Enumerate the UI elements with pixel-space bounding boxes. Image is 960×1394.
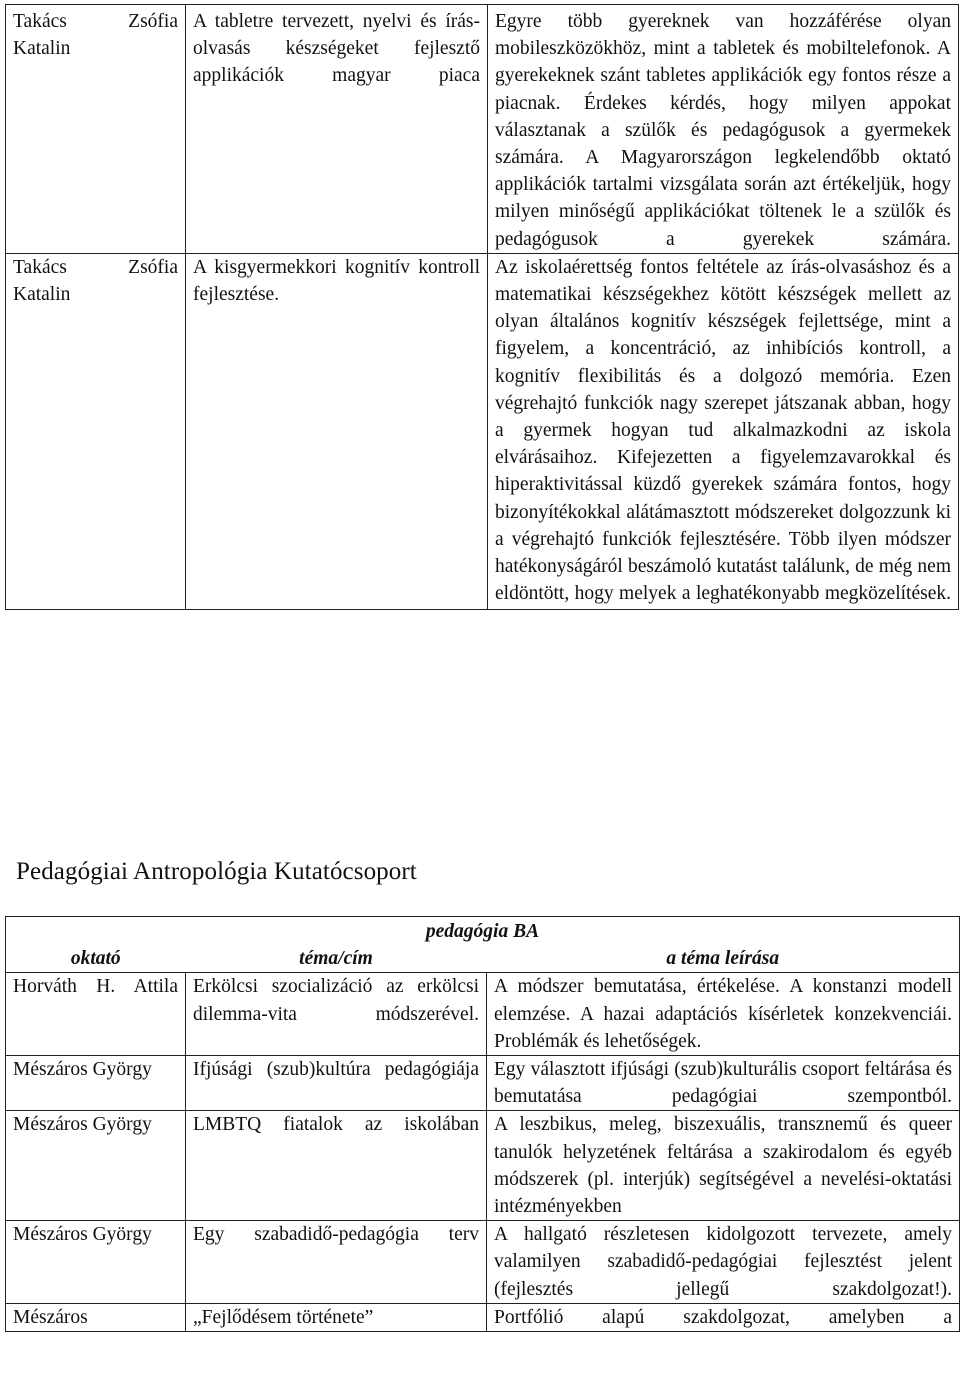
author-cell: Takács Zsófia Katalin xyxy=(6,253,186,610)
topic-cell: Ifjúsági (szub)kultúra pedagógiája xyxy=(186,1056,487,1111)
table-row xyxy=(6,1111,960,1221)
header-row xyxy=(6,945,960,973)
topics-table-bottom xyxy=(5,916,960,1332)
description-cell: Portfólió alapú szakdolgozat, amelyben a xyxy=(487,1303,960,1331)
table-row xyxy=(6,1303,960,1331)
header-description: a téma leírása xyxy=(487,945,960,973)
author-cell: Takács Zsófia Katalin xyxy=(6,5,186,254)
description-cell: A leszbikus, meleg, biszexuális, transznemű és queer tanulók helyzetének feltárása a szakirodalom és egyéb módszerek (pl. interjúk) segítségével a nevelési-oktatási intézményekben xyxy=(487,1111,960,1221)
author-cell: Mészáros György xyxy=(6,1221,186,1304)
program-row xyxy=(6,917,960,946)
topic-cell: A kisgyermekkori kognitív kontroll fejlesztése. xyxy=(186,253,488,610)
topic-cell: LMBTQ fiatalok az iskolában xyxy=(186,1111,487,1221)
section-title: Pedagógiai Antropológia Kutatócsoport xyxy=(16,858,417,885)
description-cell: Egyre több gyereknek van hozzáférése olyan mobileszközökhöz, mint a tabletek és mobiltelefonok. A gyerekeknek szánt tabletes applikációk egy fontos része a piacnak. Érdekes kérdés, hogy milyen appokat választanak a szülők és pedagógusok a gyermekek számára. A Magyarországon legkelendőbb oktató applikációk tartalmi vizsgálata során azt értékeljük, hogy milyen minőségű applikációkat töltenek le a szülők és pedagógusok a gyerekek számára. xyxy=(488,5,959,254)
description-cell: Az iskolaérettség fontos feltétele az írás-olvasáshoz és a matematikai készségekhez kötött készségek mellett az olyan általános kognitív készségek fejlettsége, mint a figyelem, a koncentráció, az inhibíciós kontroll, a kognitív flexibilitás és a dolgozó memória. Ezen végrehajtó funkciók nagy szerepet játszanak abban, hogy a gyermek hogyan tud alkalmazkodni az iskola elvárásaihoz. Kifejezetten a figyelemzavarokkal és hiperaktivitással küzdő gyerekek számára fontos, hogy bizonyítékokkal alátámasztott módszereket dolgozzunk ki a végrehajtó funkciók fejlesztésére. Több ilyen módszer hatékonyságáról beszámoló kutatást találunk, de még nem eldöntött, hogy melyek a leghatékonyabb megközelítések. xyxy=(488,253,959,610)
author-cell: Mészáros György xyxy=(6,1056,186,1111)
description-cell: Egy választott ifjúsági (szub)kulturális csoport feltárása és bemutatása pedagógiai szempontból. xyxy=(487,1056,960,1111)
topic-cell: Erkölcsi szocializáció az erkölcsi dilemma-vita módszerével. xyxy=(186,973,487,1056)
description-cell: A módszer bemutatása, értékelése. A konstanzi modell elemzése. A hazai adaptációs kísérletek konzekvenciái. Problémák és lehetőségek. xyxy=(487,973,960,1056)
header-topic: téma/cím xyxy=(186,945,487,973)
topics-table-top xyxy=(5,4,959,610)
author-cell: Horváth H. Attila xyxy=(6,973,186,1056)
table-row xyxy=(6,253,959,610)
topic-cell: „Fejlődésem története” xyxy=(186,1303,487,1331)
table-row xyxy=(6,5,959,254)
author-cell: Mészáros xyxy=(6,1303,186,1331)
table-row xyxy=(6,1056,960,1111)
author-cell: Mészáros György xyxy=(6,1111,186,1221)
program-label: pedagógia BA xyxy=(6,917,960,946)
table-row xyxy=(6,1221,960,1304)
topic-cell: A tabletre tervezett, nyelvi és írás-olvasás készségeket fejlesztő applikációk magyar piaca xyxy=(186,5,488,254)
header-author: oktató xyxy=(6,945,186,973)
table-row xyxy=(6,973,960,1056)
description-cell: A hallgató részletesen kidolgozott tervezete, amely valamilyen szabadidő-pedagógiai fejlesztést jelent (fejlesztés jellegű szakdolgozat!). xyxy=(487,1221,960,1304)
topic-cell: Egy szabadidő-pedagógia terv xyxy=(186,1221,487,1304)
